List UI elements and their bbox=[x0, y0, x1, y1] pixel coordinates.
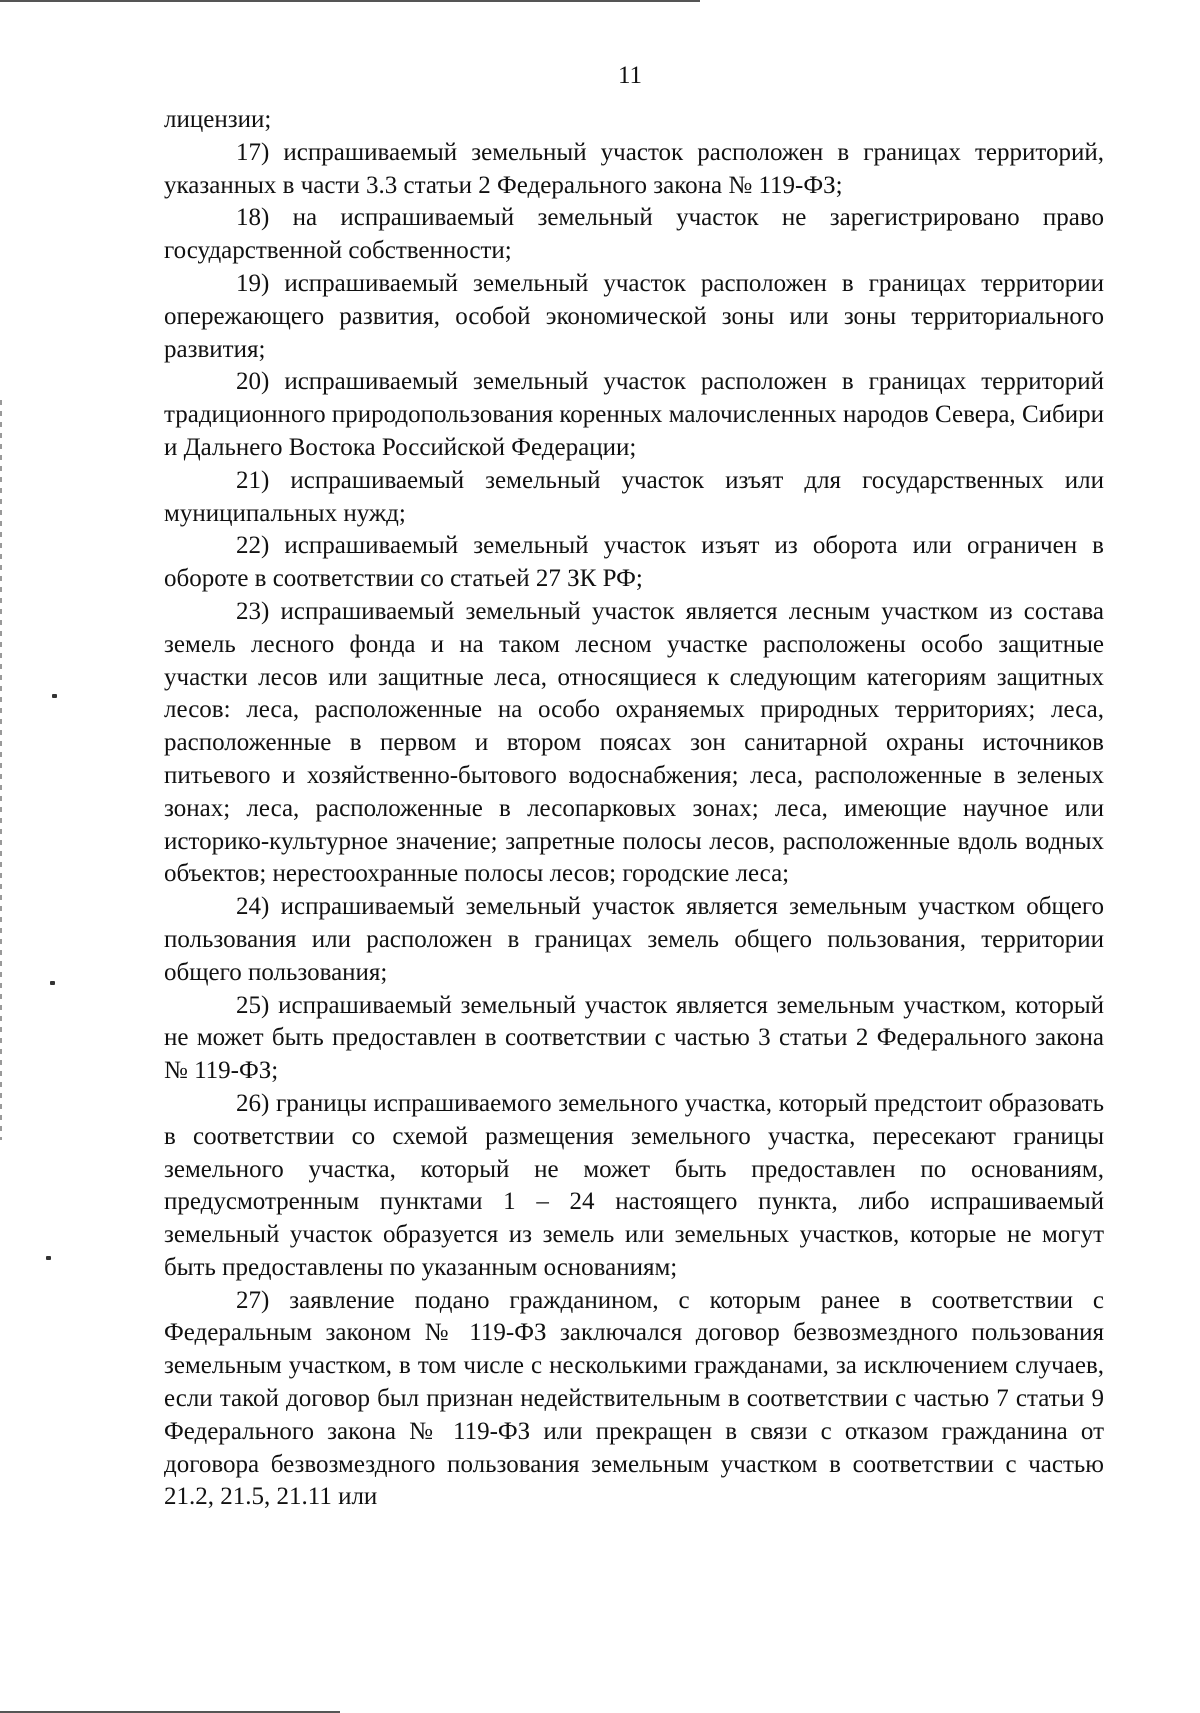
scan-edge-left bbox=[0, 400, 2, 1140]
paragraph-item-20: 20) испрашиваемый земельный участок расположен в границах территорий традиционного природопользования коренных малочисленных народов Севера, Сибири и Дальнего Востока Российской Федерации; bbox=[164, 368, 1104, 461]
paragraph-item-23: 23) испрашиваемый земельный участок является лесным участком из состава земель лесного фонда и на таком лесном участке расположены особо защитные участки лесов или защитные леса, относящиеся к следующим категориям защитных лесов: леса, расположенные на особо охраняемых природных территориях; леса, расположенные в первом и втором поясах зон санитарной охраны источников питьевого и хозяйственно-бытового водоснабжения; леса, расположенные в зеленых зонах; леса, расположенные в лесопарковых зонах; леса, имеющие научное или историко-культурное значение; запретные полосы лесов, расположенные вдоль водных объектов; нерестоохранные полосы лесов; городские леса; bbox=[164, 597, 1104, 888]
scan-speck bbox=[52, 694, 57, 698]
scan-edge-top bbox=[0, 0, 700, 2]
paragraph-item-26: 26) границы испрашиваемого земельного участка, который предстоит образовать в соответствии со схемой размещения земельного участка, пересекают границы земельного участка, который не может быть предоставлен по основаниям, предусмотренным пунктами 1 – 24 настоящего пункта, либо испрашиваемый земельный участок образуется из земель или земельных участков, которые не могут быть предоставлены по указанным основаниям; bbox=[164, 1089, 1104, 1281]
paragraph-item-24: 24) испрашиваемый земельный участок является земельным участком общего пользования или расположен в границах земель общего пользования, территории общего пользования; bbox=[164, 893, 1104, 986]
paragraph-item-21: 21) испрашиваемый земельный участок изъят для государственных или муниципальных нужд; bbox=[164, 466, 1104, 527]
paragraph-continuation: лицензии; bbox=[164, 106, 272, 133]
page-number: 11 bbox=[617, 62, 643, 89]
paragraph-item-18: 18) на испрашиваемый земельный участок не зарегистрировано право государственной собственности; bbox=[164, 204, 1104, 265]
paragraph-item-22: 22) испрашиваемый земельный участок изъят из оборота или ограничен в обороте в соответствии со статьей 27 ЗК РФ; bbox=[164, 532, 1104, 593]
paragraph-item-19: 19) испрашиваемый земельный участок расположен в границах территории опережающего развития, особой экономической зоны или зоны территориального развития; bbox=[164, 269, 1104, 363]
paragraph-item-25: 25) испрашиваемый земельный участок является земельным участком, который не может быть предоставлен в соответствии с частью 3 статьи 2 Федерального закона № 119-ФЗ; bbox=[164, 991, 1104, 1085]
scan-speck bbox=[50, 981, 55, 985]
scan-speck bbox=[46, 1256, 51, 1260]
paragraph-item-27: 27) заявление подано гражданином, с которым ранее в соответствии с Федеральным законом № 119-ФЗ заключался договор безвозмездного пользования земельным участком, в том числе с несколькими гражданами, за исключением случаев, если такой договор был признан недействительным в соответствии с частью 7 статьи 9 Федерального закона № 119-ФЗ или прекращен в связи с отказом гражданина от договора безвозмездного пользования земельным участком в соответствии с частью 21.2, 21.5, 21.11 или bbox=[164, 1286, 1104, 1511]
paragraph-item-17: 17) испрашиваемый земельный участок расположен в границах территорий, указанных в части 3.3 статьи 2 Федерального закона № 119-ФЗ; bbox=[164, 138, 1104, 199]
document-body bbox=[164, 104, 1104, 1514]
